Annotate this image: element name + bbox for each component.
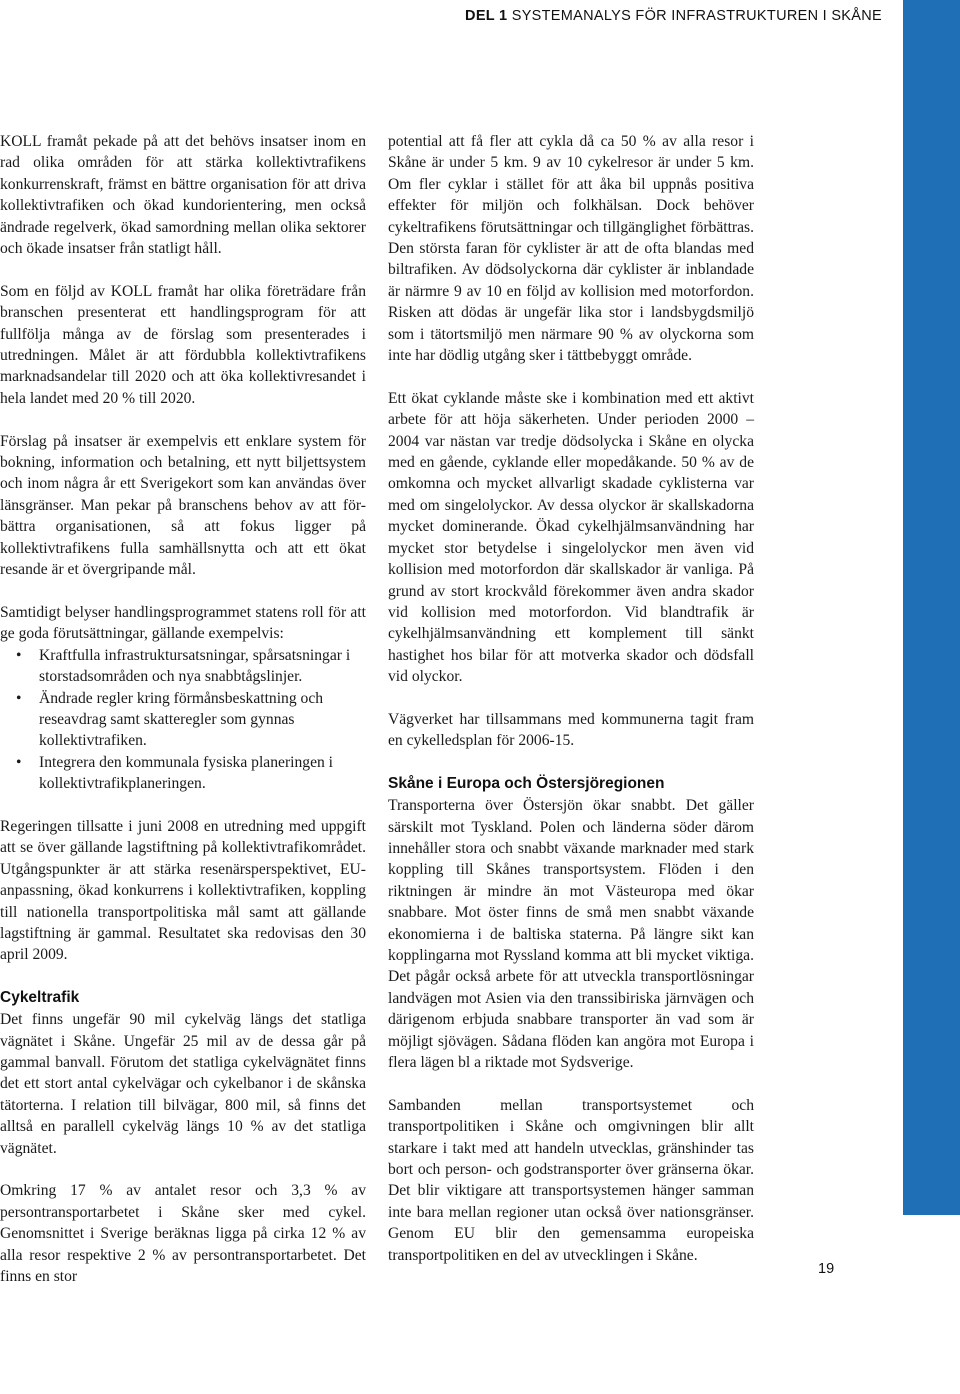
- bullet-list: [0, 645, 366, 795]
- paragraph: Omkring 17 % av antalet resor och 3,3 % av persontransportarbetet i Skåne sker med cykel. Genomsnittet i Sverige beräknas ligga på cirka 12 % av alla resor respektive 2 % av persontransportarbetet. Det finns en stor: [0, 1182, 366, 1286]
- section-heading-cykeltrafik: Cykeltrafik: [0, 989, 80, 1007]
- paragraph: potential att få fler att cykla då ca 50 % av alla resor i Skåne är under 5 km. 9 av 10 cykelresor är under 5 km. Om fler cyklar i stället för att åka bil uppnås positiva effekter för miljön och folkhälsan. Dock behöver cykeltrafikens förutsättningar och tillgänglighet förbättras. Den största faran för cyklister är att de ofta blandas med biltrafiken. Av dödsolyckorna där cyklister är inblandade är närmre 9 av 10 en följd av kollision med motorfordon. Risken att dödas är ungefär lika stor i landsbygdsmiljö som i tätortsmiljö men närmare 90 % av olyckorna som inte har dödlig utgång sker i tättbebyggt område.: [388, 133, 754, 365]
- right-column: [388, 131, 754, 1287]
- list-item: • Integrera den kommunala fysiska planeringen i kollektivtrafikplaneringen.: [0, 752, 366, 795]
- paragraph: Ett ökat cyklande måste ske i kombination med ett aktivt arbete för att höja säkerheten. Under perioden 2000 – 2004 var nästan var tredje dödsolycka i Skåne en olycka med en gående, cyklande eller mopedåkande. 50 % av de omkomna och mycket allvarligt skadade cyklisterna var med om singelolyckor. Av dessa olyckor är skallskadorna mycket dominerande. Ökad cykelhjälmsanvändning har mycket stor betydelse i singelolyckor men även vid kollision med motorfordon där skallskador är vanliga. På grund av stort krockvåld förekommer även andra skador vid kollision med motorfordon. Vid blandtrafik är cykelhjälmsanvändning ett komplement till sänkt hastighet hos bilar för att motverka skador och dödsfall vid olyckor.: [388, 389, 754, 686]
- blue-edge-bar: [903, 0, 960, 1215]
- list-item: • Kraftfulla infrastruktursatsningar, spårsatsningar i storstadsområden och nya snabbtågslinjer.: [0, 645, 366, 688]
- page-number: 19: [818, 1261, 835, 1277]
- paragraph: Vägverket har tillsammans med kommunerna tagit fram en cykelledsplan för 2006-15.: [388, 710, 754, 750]
- running-header: [465, 8, 882, 24]
- left-column: [0, 131, 366, 1309]
- paragraph: Samtidigt belyser handlingsprogrammet statens roll för att ge goda förutsättningar, gällande exempelvis:: [0, 603, 366, 643]
- paragraph: Det finns ungefär 90 mil cykelväg längs det statliga vägnätet i Skåne. Ungefär 25 mil av de dessa går på gammal banvall. Förutom det statliga cykelvägnätet finns det ett stort antal cykelvägar och cykelbanor i de skånska tätorterna. I relation till bilvägar, 800 mil, så finns det alltså en parallell cykelväg längs 10 % av det statliga vägnätet.: [0, 1011, 366, 1157]
- paragraph: Som en följd av KOLL framåt har olika företrädare från branschen presenterat ett handlingsprogram för att fullfölja många av de förslag som presenterades i utredningen. Målet är att fördubbla kollektivtrafikens marknadsandelar till 2020 och att öka kollektivresandet i hela landet med 20 % till 2020.: [0, 282, 366, 407]
- paragraph: Transporterna över Östersjön ökar snabbt. Det gäller särskilt mot Tyskland. Polen och länderna söder därom innehåller stora och snabbt växande marknader med stark koppling till Skånes transportsystem. Flöden i den riktningen är mindre än mot Västeuropa med ökar snabbare. Mot öster finns de små men snabbt växande ekonomierna i de baltiska staterna. På längre sikt kan kopplingarna mot Ryssland komma att bli mycket viktiga. Det pågår också arbete för att utveckla transportlösningar landvägen mot Asien via den transsibiriska järnvägen och därigenom erbjuda snabbare transporter än vad som är möjligt sjövägen. Sådana flöden kan angöra mot Europa i flera lägen bl a riktade mot Sydsverige.: [388, 797, 754, 1072]
- section-title: SYSTEMANALYS FÖR INFRASTRUKTUREN I SKÅNE: [511, 8, 882, 24]
- paragraph: KOLL framåt pekade på att det behövs insatser inom en rad olika områden för att stärka kollektivtrafikens konkurrenskraft, främst en bättre organisation för att driva kollektivtrafiken och ökad kundorientering, men också ändrade regelverk, ökad samordning mellan olika sektorer och ökade insatser från statligt håll.: [0, 133, 366, 258]
- paragraph: Förslag på insatser är exempelvis ett enklare system för bokning, information och betalning, ett nytt biljettsystem och inom några år ett Sverigekort som kan användas över länsgränser. Man pekar på branschens behov av att för-bättra organisationen, så att fokus ligger på kollektivtrafikens fulla samhällsnytta och att ett ökat resande är et övergripande mål.: [0, 432, 366, 579]
- paragraph: Sambanden mellan transportsystemet och transportpolitiken i Skåne och omgivningen blir allt starkare i takt med att handeln utvecklas, gränshinder tas bort och person- och godstransporter över gränserna ökar. Det blir viktigare att transportsystemen hänger samman inte bara mellan regioner utan också över nationsgränser. Genom EU blir den gemensamma europeiska transportpolitiken en del av utvecklingen i Skåne.: [388, 1096, 754, 1264]
- part-label: DEL 1: [465, 8, 508, 24]
- section-heading-europa: Skåne i Europa och Östersjöregionen: [388, 775, 665, 793]
- list-item: • Ändrade regler kring förmånsbeskattning och reseavdrag samt skatteregler som gynnas kollektivtrafiken.: [0, 688, 366, 752]
- paragraph: Regeringen tillsatte i juni 2008 en utredning med uppgift att se över gällande lagstiftning på kollektivtrafikområdet. Utgångspunkter är att stärka resenärsperspektivet, EU-anpassning, ökad konkurrens i kollektivtrafiken, koppling till nationella transportpolitiska mål samt att gällande lagstiftning är gammal. Resultatet ska redovisas den 30 april 2009.: [0, 817, 366, 964]
